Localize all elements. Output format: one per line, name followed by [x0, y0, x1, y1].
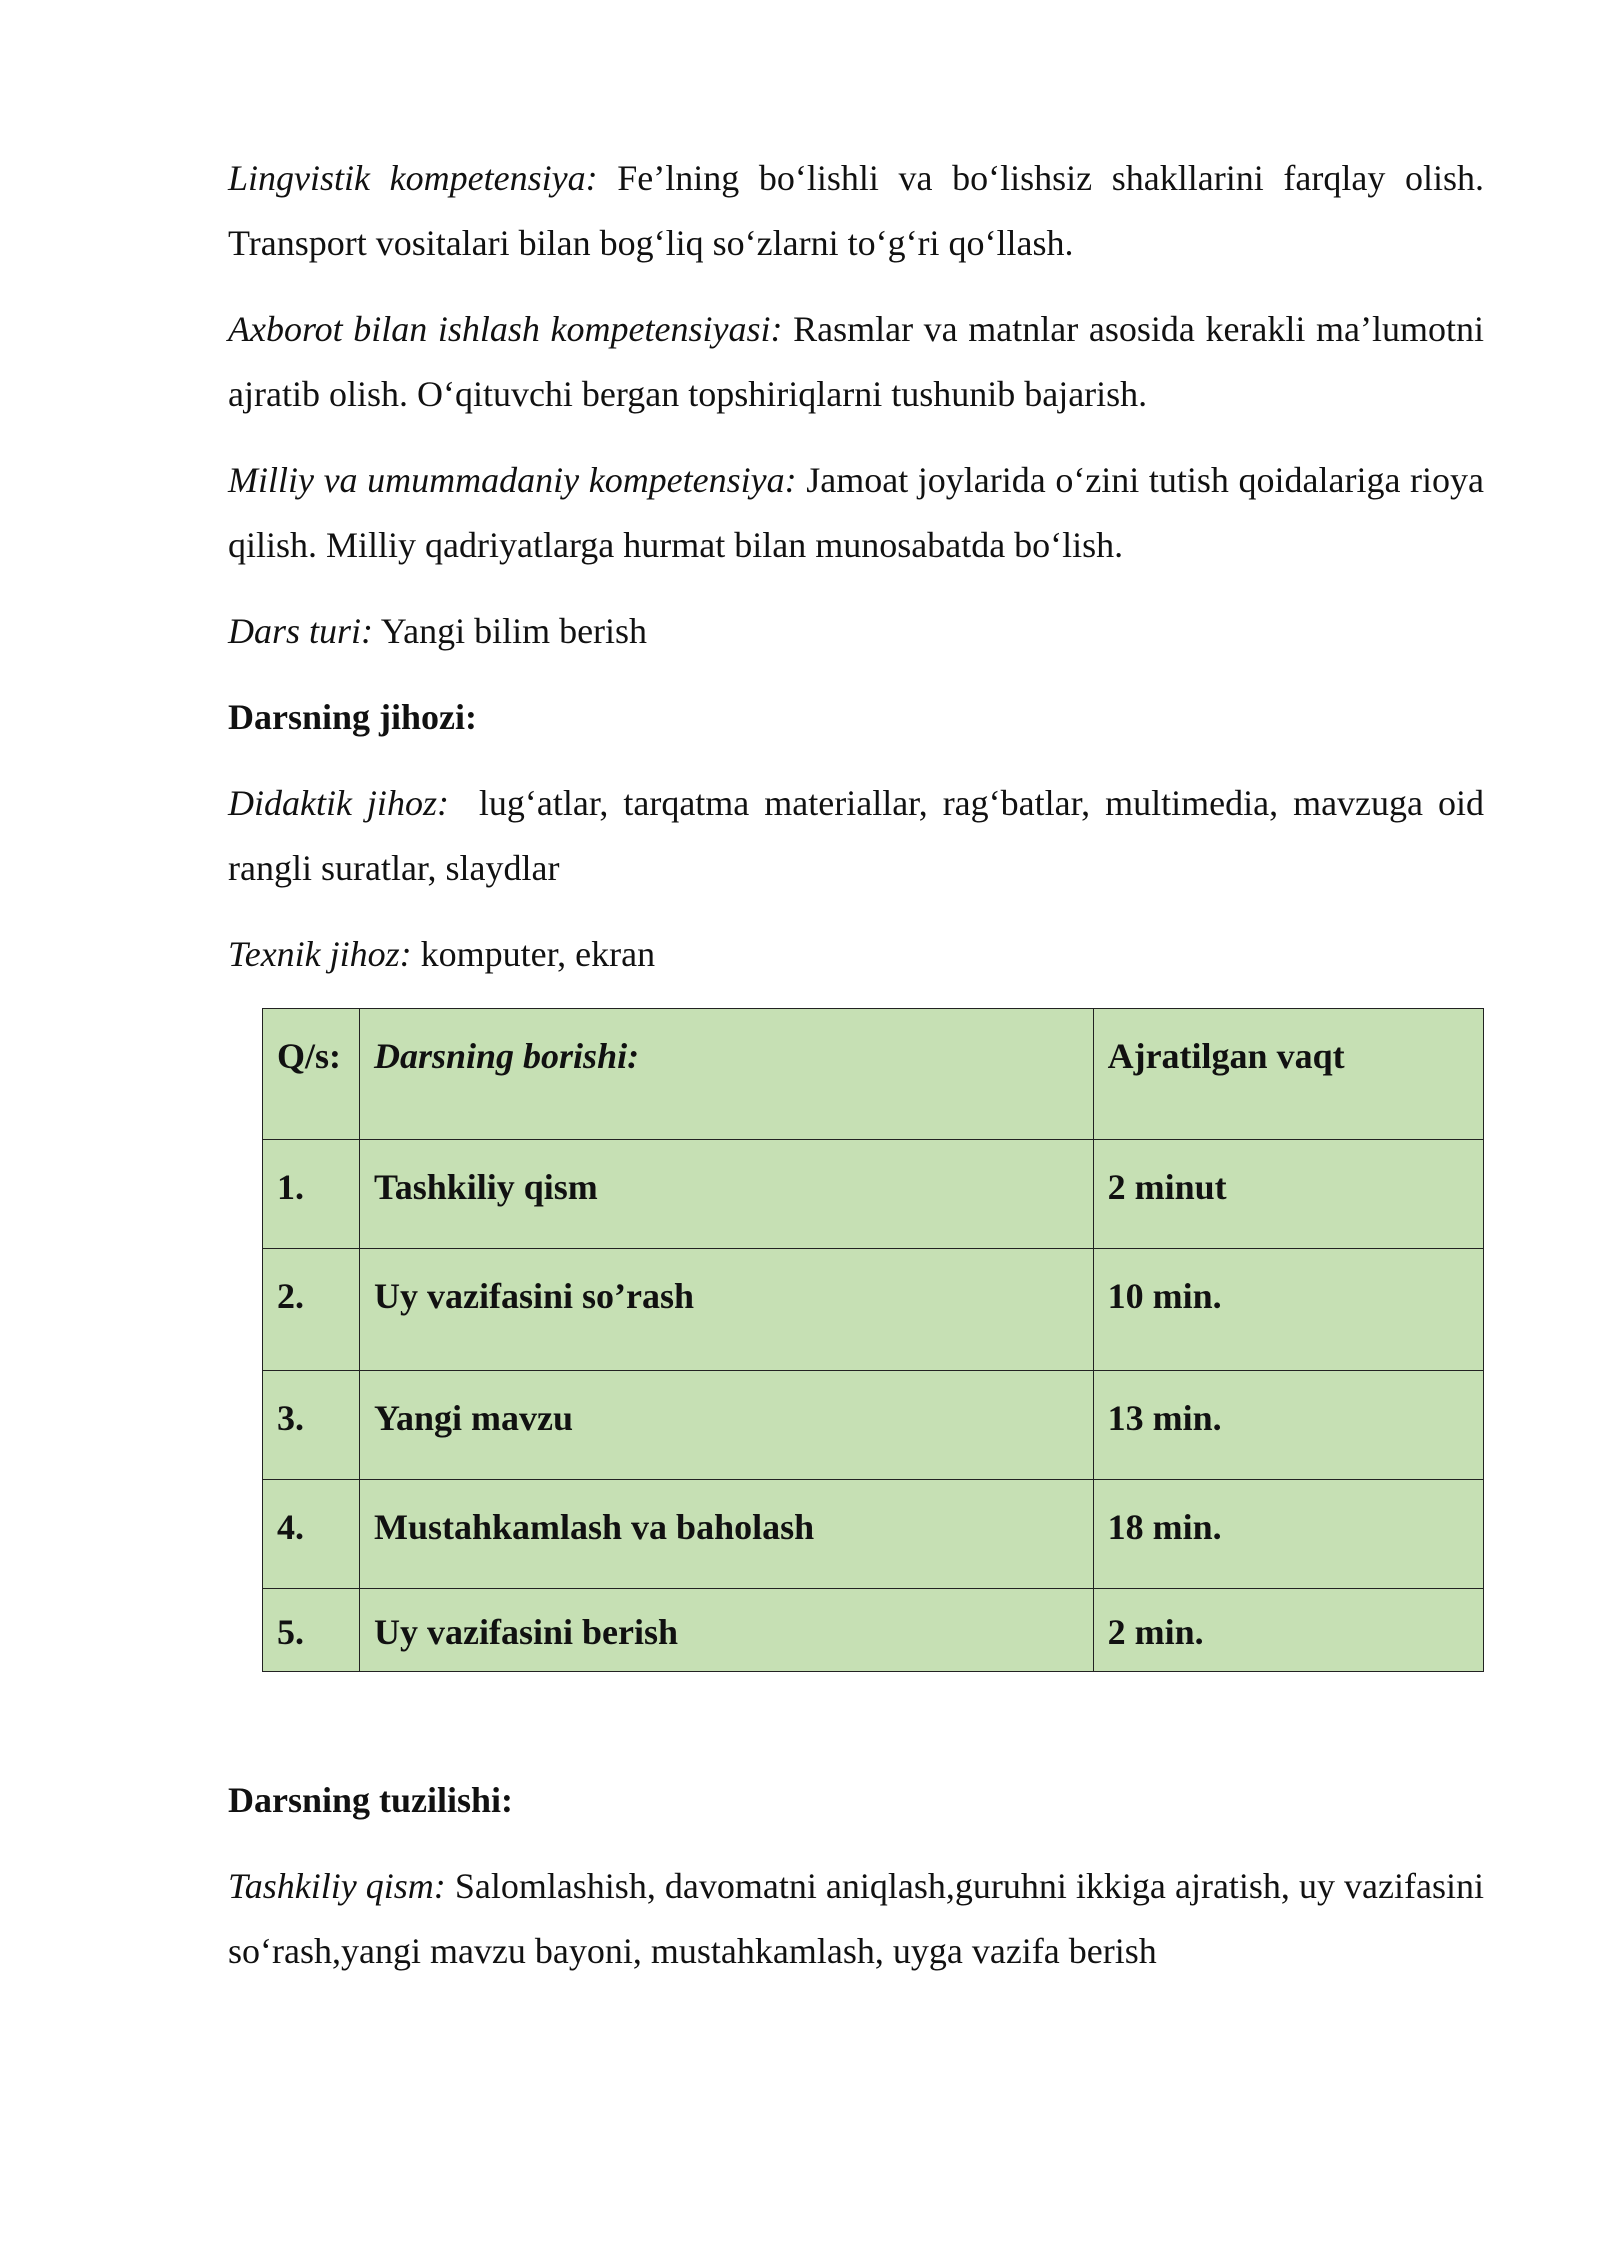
- cell-time: 2 minut: [1093, 1140, 1483, 1249]
- paragraph-label: Axborot bilan ishlash kompetensiyasi:: [228, 309, 783, 349]
- paragraph-milliy-kompetensiya: [228, 448, 1484, 578]
- cell-step: Uy vazifasini berish: [359, 1589, 1093, 1672]
- paragraph-text: Rasmlar va matnlar asosida kerakli ma’lumotni ajratib olish. O‘qituvchi bergan topshiriqlarni tushunib bajarish.: [228, 309, 1484, 414]
- paragraph-text: Jamoat joylarida o‘zini tutish qoidalariga rioya qilish. Milliy qadriyatlarga hurmat bilan munosabatda bo‘lish.: [228, 460, 1484, 565]
- paragraph-lingvistik-kompetensiya: [228, 146, 1484, 276]
- heading-darsning-jihozi: Darsning jihozi:: [228, 697, 478, 737]
- cell-time: 2 min.: [1093, 1589, 1483, 1672]
- paragraph-texnik-jihoz: [228, 922, 1484, 987]
- paragraph-tashkiliy-qism: [228, 1854, 1484, 1984]
- cell-step: Uy vazifasini so’rash: [359, 1249, 1093, 1371]
- header-cell-number: Q/s:: [263, 1009, 360, 1140]
- cell-number: 3.: [263, 1371, 360, 1480]
- table-row: [263, 1480, 1484, 1589]
- paragraph-didaktik-jihoz: [228, 771, 1493, 901]
- table-row: [263, 1589, 1484, 1672]
- cell-step: Mustahkamlash va baholash: [359, 1480, 1093, 1589]
- paragraph-text: Fe’lning bo‘lishli va bo‘lishsiz shakllarini farqlay olish. Transport vositalari bilan bog‘liq so‘zlarni to‘g‘ri qo‘llash.: [228, 158, 1484, 263]
- paragraph-label: Milliy va umummadaniy kompetensiya:: [228, 460, 797, 500]
- cell-number: 1.: [263, 1140, 360, 1249]
- table-row: [263, 1249, 1484, 1371]
- cell-number: 5.: [263, 1589, 360, 1672]
- paragraph-dars-turi: [228, 599, 1484, 664]
- paragraph-axborot-kompetensiyasi: [228, 297, 1484, 427]
- cell-number: 2.: [263, 1249, 360, 1371]
- paragraph-text: Yangi bilim berish: [373, 611, 648, 651]
- paragraph-text: Salomlashish, davomatni aniqlash,guruhni ikkiga ajratish, uy vazifasini so‘rash,yangi mavzu bayoni, mustahkamlash, uyga vazifa berish: [228, 1866, 1484, 1971]
- cell-number: 4.: [263, 1480, 360, 1589]
- header-cell-time: Ajratilgan vaqt: [1093, 1009, 1483, 1140]
- cell-time: 13 min.: [1093, 1371, 1483, 1480]
- paragraph-label: Dars turi:: [228, 611, 374, 651]
- table-row: [263, 1371, 1484, 1480]
- cell-time: 18 min.: [1093, 1480, 1483, 1589]
- header-cell-step: Darsning borishi:: [359, 1009, 1093, 1140]
- cell-time: 10 min.: [1093, 1249, 1483, 1371]
- cell-step: Tashkiliy qism: [359, 1140, 1093, 1249]
- paragraph-label: Tashkiliy qism:: [228, 1866, 446, 1906]
- table-header-row: [263, 1009, 1484, 1140]
- document-body: [228, 146, 1493, 2005]
- paragraph-label: Didaktik jihoz:: [228, 783, 449, 823]
- paragraph-label: Lingvistik kompetensiya:: [228, 158, 598, 198]
- lesson-plan-table: [262, 1008, 1484, 1672]
- cell-step: Yangi mavzu: [359, 1371, 1093, 1480]
- table-row: [263, 1140, 1484, 1249]
- paragraph-label: Texnik jihoz:: [228, 934, 412, 974]
- paragraph-text: komputer, ekran: [411, 934, 656, 974]
- heading-darsning-tuzilishi: Darsning tuzilishi:: [228, 1780, 514, 1820]
- paragraph-text: lug‘atlar, tarqatma materiallar, rag‘batlar, multimedia, mavzuga oid rangli suratlar, slaydlar: [228, 783, 1493, 888]
